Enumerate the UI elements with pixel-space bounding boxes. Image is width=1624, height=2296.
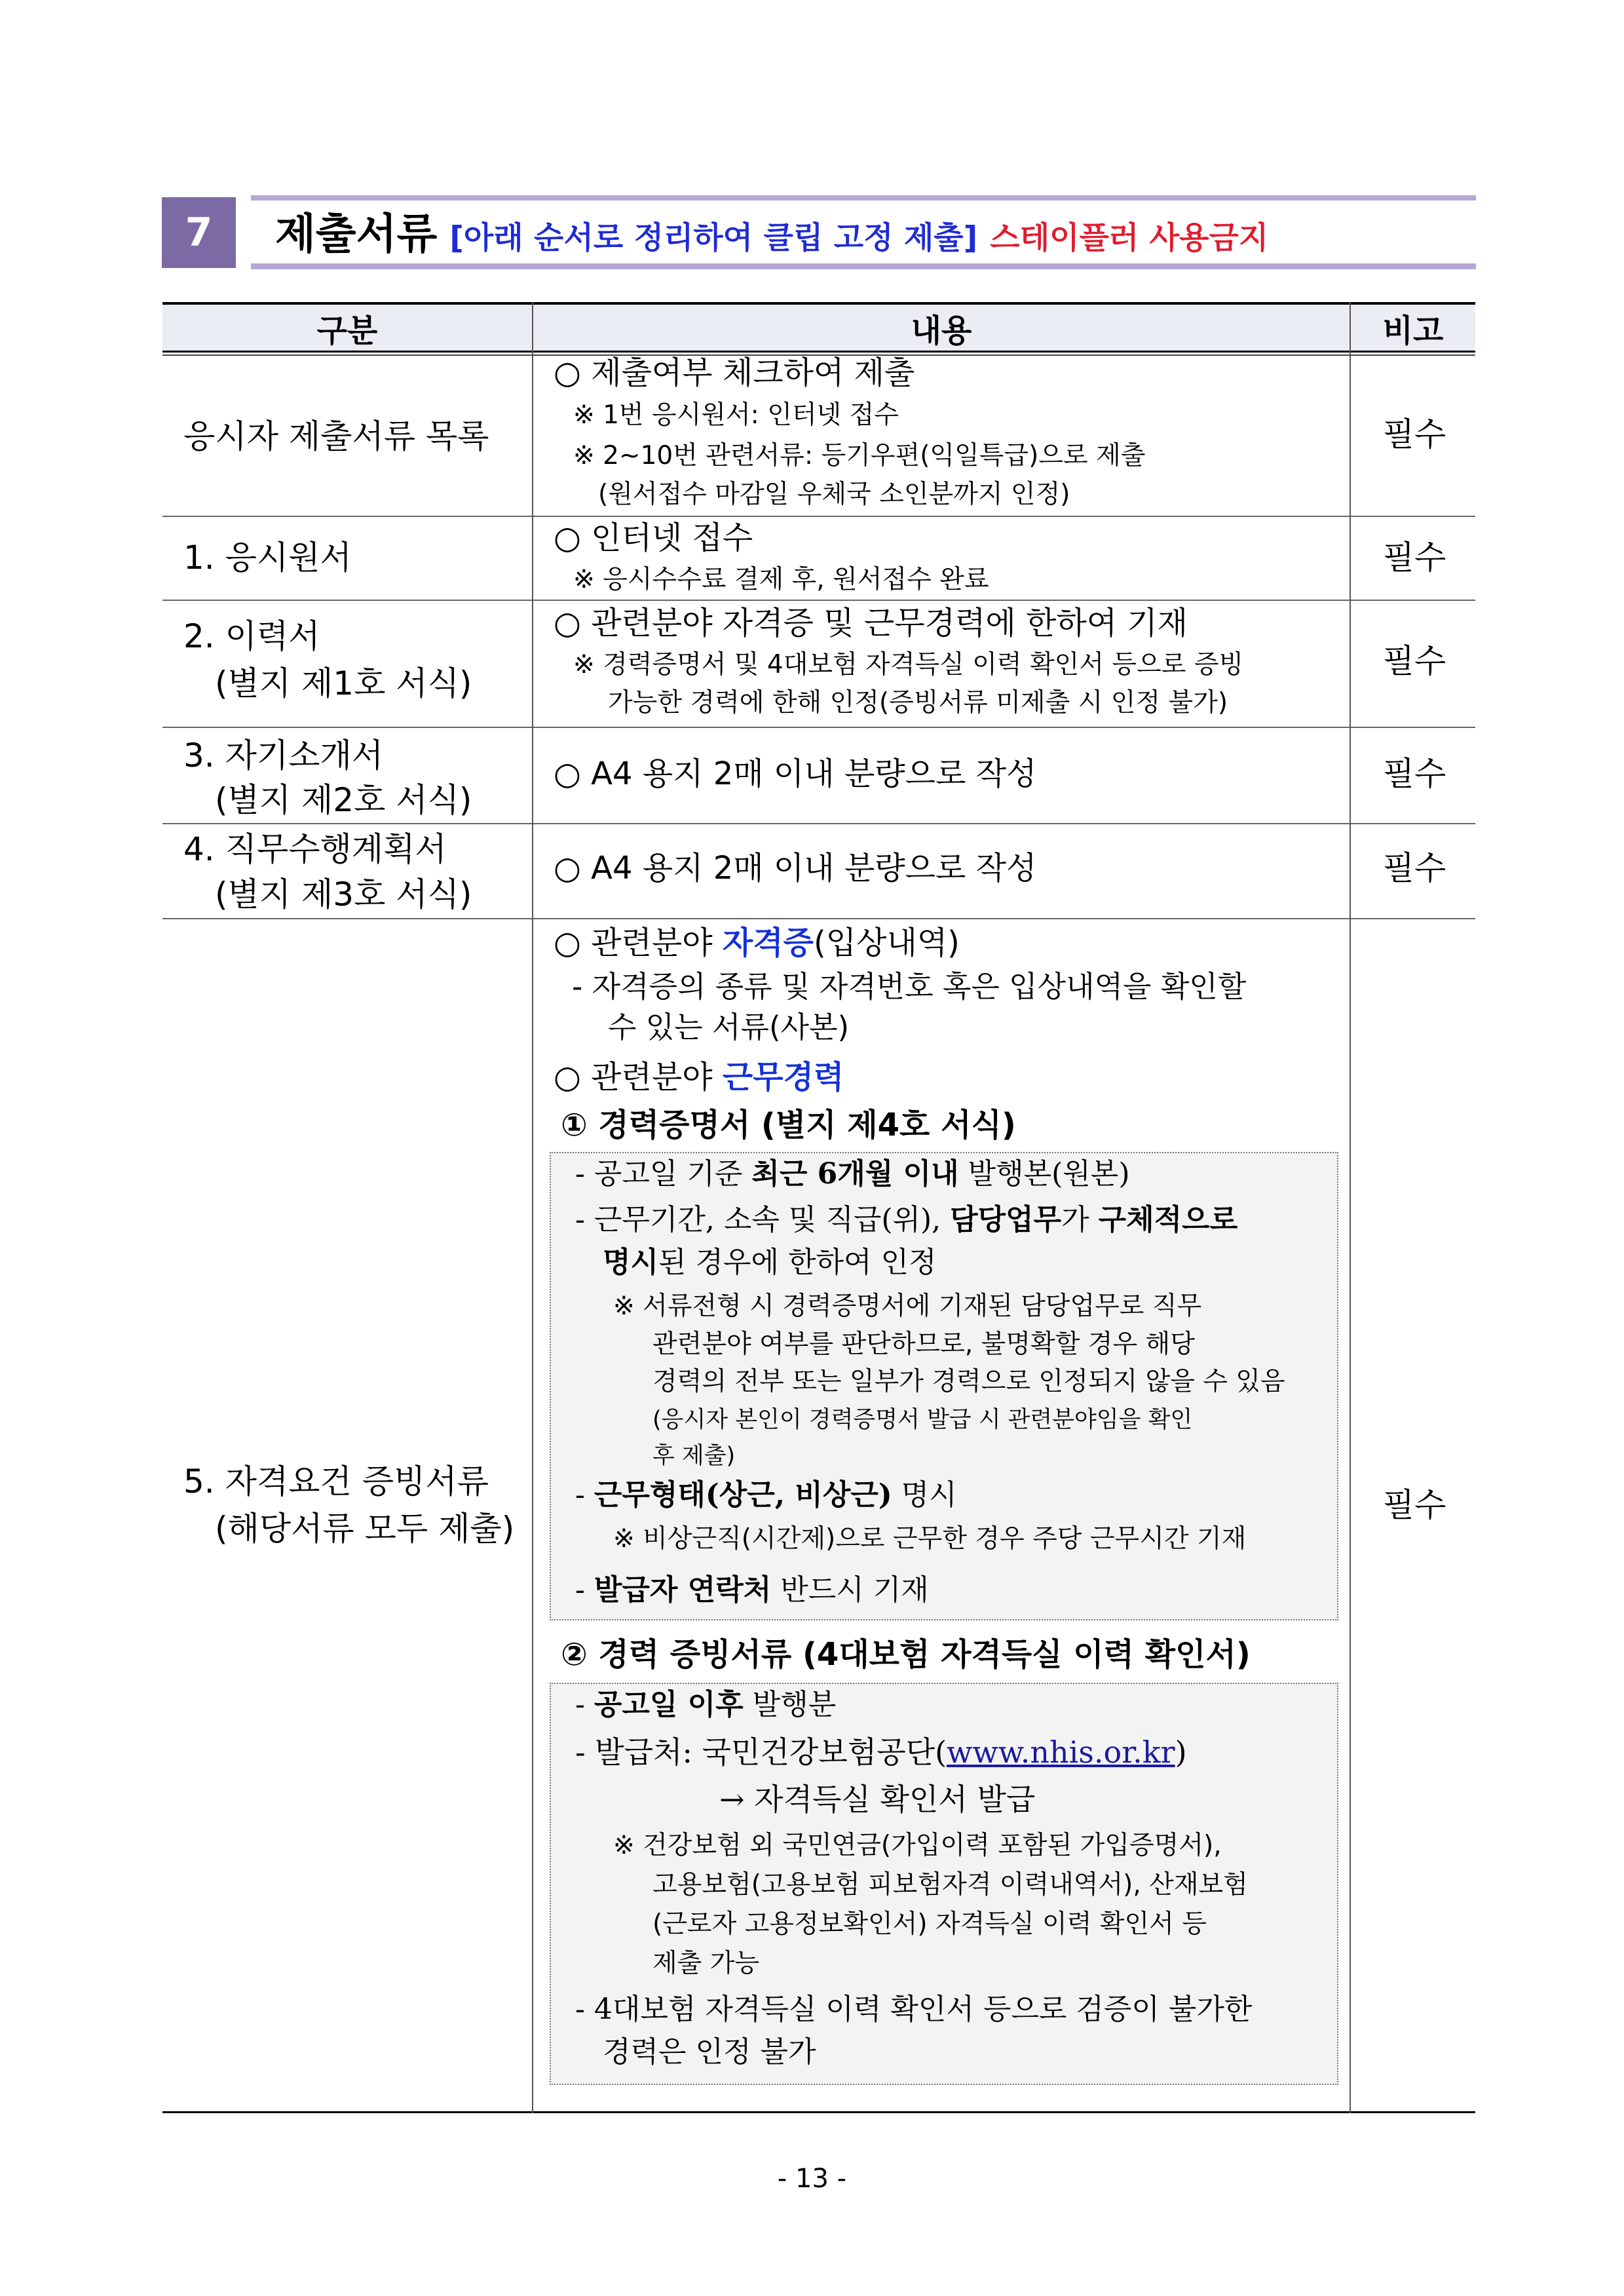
doc1-note-6: ※ 비상근직(시간제)으로 근무한 경우 주당 근무시간 기재: [613, 1524, 1247, 1554]
doc2-line-4: - 4대보험 자격득실 이력 확인서 등으로 검증이 불가한: [575, 1993, 1253, 2026]
row-0-remark: 필수: [1382, 415, 1446, 453]
row-0-category: 응시자 제출서류 목록: [183, 417, 489, 455]
row-5-category-sub: (해당서류 모두 제출): [215, 1510, 515, 1548]
doc1-line-3: [603, 1242, 937, 1283]
doc1-note-1: ※ 서류전형 시 경력증명서에 기재된 담당업무로 직무: [613, 1292, 1202, 1321]
row-2-note-1: ※ 경력증명서 및 4대보험 자격득실 이력 확인서 등으로 증빙: [573, 650, 1244, 679]
doc1-note-2: 관련분야 여부를 판단하므로, 불명확할 경우 해당: [652, 1330, 1195, 1359]
license-highlight: 자격증: [722, 925, 814, 961]
license-prefix: ○ 관련분야: [554, 925, 723, 961]
column-divider: [1350, 302, 1351, 2113]
header-content: 내용: [911, 312, 972, 349]
doc2-note-4: 제출 가능: [652, 1949, 760, 1978]
doc2-l2c: ): [1175, 1734, 1187, 1770]
header-rule-top: [251, 195, 1476, 201]
doc1-l1b: 최근 6개월 이내: [751, 1157, 959, 1191]
row-2-main: ○ 관련분야 자격증 및 근무경력에 한하여 기재: [554, 605, 1188, 641]
doc1-l3b: 된 경우에 한하여 인정: [658, 1246, 937, 1279]
doc1-l2c: 가: [1061, 1203, 1099, 1236]
row-1-note-1: ※ 응시수수료 결제 후, 원서접수 완료: [573, 565, 989, 594]
doc1-l1c: 발행본(원본): [958, 1157, 1130, 1191]
row-2-category: 2. 이력서: [183, 617, 320, 655]
doc1-l3a: 명시: [603, 1246, 659, 1279]
row-2-category-sub: (별지 제1호 서식): [215, 664, 472, 702]
row-divider: [162, 823, 1475, 824]
documents-table: [162, 302, 1475, 2114]
doc1-l2a: - 근무기간, 소속 및 직급(위),: [575, 1203, 951, 1236]
doc2-note-2: 고용보험(고용보험 피보험자격 이력내역서), 산재보험: [652, 1870, 1248, 1900]
doc1-note-3: 경력의 전부 또는 일부가 경력으로 인정되지 않을 수 있음: [652, 1367, 1285, 1396]
row-3-main: ○ A4 용지 2매 이내 분량으로 작성: [554, 756, 1037, 792]
doc1-l4c: 명시: [892, 1478, 957, 1512]
row-2-remark: 필수: [1382, 642, 1446, 680]
row-3-category-sub: (별지 제2호 서식): [215, 781, 472, 819]
row-0-note-3: (원서접수 마감일 우체국 소인분까지 인정): [598, 480, 1070, 509]
header-rule-1: [162, 351, 1475, 353]
section-warning: 스테이플러 사용금지: [990, 220, 1269, 256]
doc1-line-5: [575, 1570, 929, 1611]
doc1-l5c: 반드시 기재: [771, 1573, 929, 1607]
row-0-note-2: ※ 2~10번 관련서류: 등기우편(익일특급)으로 제출: [573, 441, 1146, 470]
table-bottom-rule: [162, 2111, 1475, 2113]
doc1-l4b: 근무형태(상근, 비상근): [594, 1478, 892, 1512]
header-remark: 비고: [1382, 312, 1444, 349]
doc1-l1a: - 공고일 기준: [575, 1157, 752, 1191]
doc1-l2b: 담당업무: [950, 1203, 1062, 1236]
nhis-link[interactable]: www.nhis.or.kr: [947, 1734, 1175, 1770]
row-divider: [162, 600, 1475, 601]
section-heading: [275, 208, 1268, 271]
row-2-note-2: 가능한 경력에 한해 인정(증빙서류 미제출 시 인정 불가): [608, 688, 1228, 718]
row-4-category: 4. 직무수행계획서: [183, 830, 447, 868]
page-number: - 13 -: [777, 2164, 847, 2194]
doc1-line-4: [575, 1475, 957, 1516]
doc2-l1c: 발행분: [743, 1688, 837, 1721]
doc1-l2d: 구체적으로: [1098, 1203, 1238, 1236]
career-line: [554, 1058, 844, 1097]
doc1-note-4: (응시자 본인이 경력증명서 발급 시 관련분야임을 확인: [652, 1407, 1193, 1433]
doc1-line-1: [575, 1154, 1129, 1195]
row-1-category: 1. 응시원서: [183, 539, 352, 577]
row-4-category-sub: (별지 제3호 서식): [215, 875, 472, 913]
doc1-l4a: -: [575, 1478, 594, 1512]
section-number-badge: 7: [162, 197, 236, 268]
doc2-line-5: 경력은 인정 불가: [603, 2035, 816, 2069]
row-5-category: 5. 자격요건 증빙서류: [183, 1463, 489, 1501]
column-divider: [532, 302, 533, 2113]
doc1-title: ① 경력증명서 (별지 제4호 서식): [561, 1107, 1016, 1143]
doc1-note-5: 후 제출): [652, 1443, 736, 1469]
section-note: [아래 순서로 정리하여 클립 고정 제출]: [449, 220, 978, 256]
license-suffix: (입상내역): [813, 925, 960, 961]
row-3-category: 3. 자기소개서: [183, 737, 384, 775]
row-4-remark: 필수: [1382, 849, 1446, 887]
doc2-note-3: (근로자 고용정보확인서) 자격득실 이력 확인서 등: [652, 1909, 1207, 1939]
row-1-main: ○ 인터넷 접수: [554, 520, 753, 556]
row-1-remark: 필수: [1382, 539, 1446, 577]
row-divider: [162, 727, 1475, 728]
doc1-l5a: -: [575, 1573, 594, 1607]
row-divider: [162, 918, 1475, 919]
doc2-note-1: ※ 건강보험 외 국민연금(가입이력 포함된 가입증명서),: [613, 1831, 1222, 1860]
row-divider: [162, 516, 1475, 517]
license-line: [554, 923, 960, 963]
doc2-line-3: → 자격득실 확인서 발급: [719, 1782, 1036, 1817]
doc2-l1b: 공고일 이후: [594, 1688, 744, 1721]
license-desc-1: - 자격증의 종류 및 자격번호 혹은 입상내역을 확인할: [572, 969, 1247, 1004]
doc2-title: ② 경력 증빙서류 (4대보험 자격득실 이력 확인서): [561, 1636, 1251, 1673]
section-title: 제출서류: [275, 210, 438, 259]
row-3-remark: 필수: [1382, 755, 1446, 793]
row-5-remark: 필수: [1382, 1486, 1446, 1524]
doc2-line-1: [575, 1685, 836, 1725]
doc2-line-2: [575, 1732, 1187, 1772]
doc2-l2a: - 발급처: 국민건강보험공단(: [575, 1734, 947, 1770]
doc1-l5b: 발급자 연락처: [594, 1573, 772, 1607]
row-0-note-1: ※ 1번 응시원서: 인터넷 접수: [573, 400, 899, 430]
career-highlight: 근무경력: [722, 1059, 844, 1096]
header-category: 구분: [316, 312, 378, 349]
row-0-main: ○ 제출여부 체크하여 제출: [554, 354, 915, 391]
career-prefix: ○ 관련분야: [554, 1059, 723, 1096]
license-desc-2: 수 있는 서류(사본): [608, 1010, 850, 1044]
row-4-main: ○ A4 용지 2매 이내 분량으로 작성: [554, 850, 1037, 887]
doc1-line-2: [575, 1200, 1237, 1240]
doc2-l1a: -: [575, 1688, 594, 1721]
